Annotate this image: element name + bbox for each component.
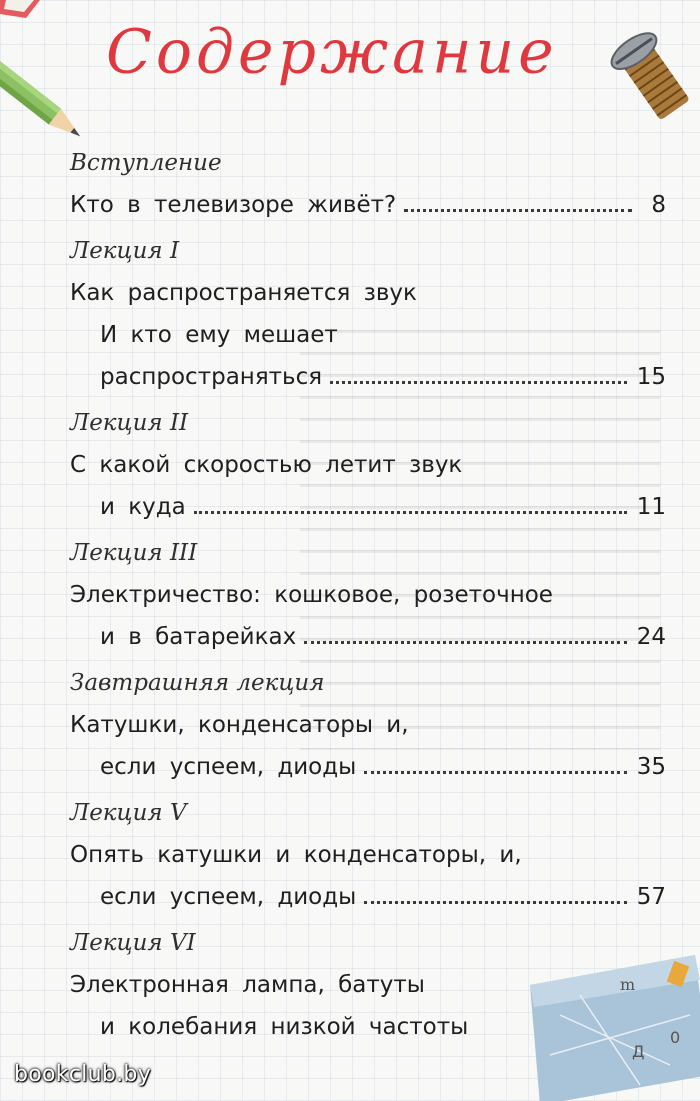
svg-text:0: 0 [670, 1028, 681, 1047]
entry-title-line: если успеем, диоды [100, 884, 357, 910]
page-number: 11 [636, 494, 666, 520]
pencil-icon [0, 33, 97, 154]
entry-title-line: Опять катушки и конденсаторы, и, [70, 842, 522, 868]
entry-title-line: распространяться [100, 364, 323, 390]
entry-title-line: Электронная лампа, батуты [70, 972, 425, 998]
section-heading: Лекция III [70, 540, 198, 566]
entry-title-line: и куда [100, 494, 186, 520]
dot-leader [404, 208, 632, 212]
entry-title-line: Кто в телевизоре живёт? [70, 192, 397, 218]
entry-title-line: и в батарейках [100, 624, 297, 650]
entry-title-line: Электричество: кошковое, розеточное [70, 582, 553, 608]
page-number: 57 [636, 884, 666, 910]
dot-leader [194, 510, 627, 514]
entry-title-line: если успеем, диоды [100, 754, 357, 780]
page-number: 24 [636, 624, 666, 650]
section-heading: Вступление [70, 150, 222, 176]
page-title: Содержание [106, 16, 558, 88]
paper-note-icon [520, 955, 700, 1101]
toc-entry-line [70, 192, 666, 218]
faint-background-text [300, 330, 660, 750]
entry-title-line: Катушки, конденсаторы и, [70, 712, 409, 738]
entry-title-line: и колебания низкой частоты [100, 1014, 469, 1040]
page-number: 8 [651, 192, 666, 218]
toc-entry-line [100, 884, 666, 910]
entry-title-line: С какой скоростью летит звук [70, 452, 463, 478]
screw-spool-icon [602, 20, 692, 130]
toc-entry-line [100, 1014, 468, 1040]
dot-leader [364, 770, 626, 774]
dot-leader [364, 900, 626, 904]
svg-text:Д: Д [632, 1042, 645, 1061]
page-number: 15 [636, 364, 666, 390]
corner-note-icon [0, 0, 40, 40]
entry-title-line: Как распространяется звук [70, 280, 417, 306]
page-number: 35 [636, 754, 666, 780]
toc-entry-line [100, 364, 666, 390]
section-heading: Лекция I [70, 238, 180, 264]
section-heading: Завтрашняя лекция [70, 670, 325, 696]
dot-leader [330, 380, 627, 384]
toc-entry-line [100, 754, 666, 780]
watermark-text: bookclub.by [14, 1062, 152, 1087]
dot-leader [304, 640, 627, 644]
toc-entry-line [100, 494, 666, 520]
entry-title-line: И кто ему мешает [100, 322, 338, 348]
toc-entry-line [100, 624, 666, 650]
section-heading: Лекция V [70, 800, 187, 826]
svg-text:m: m [620, 975, 636, 994]
section-heading: Лекция II [70, 410, 189, 436]
section-heading: Лекция VI [70, 930, 196, 956]
